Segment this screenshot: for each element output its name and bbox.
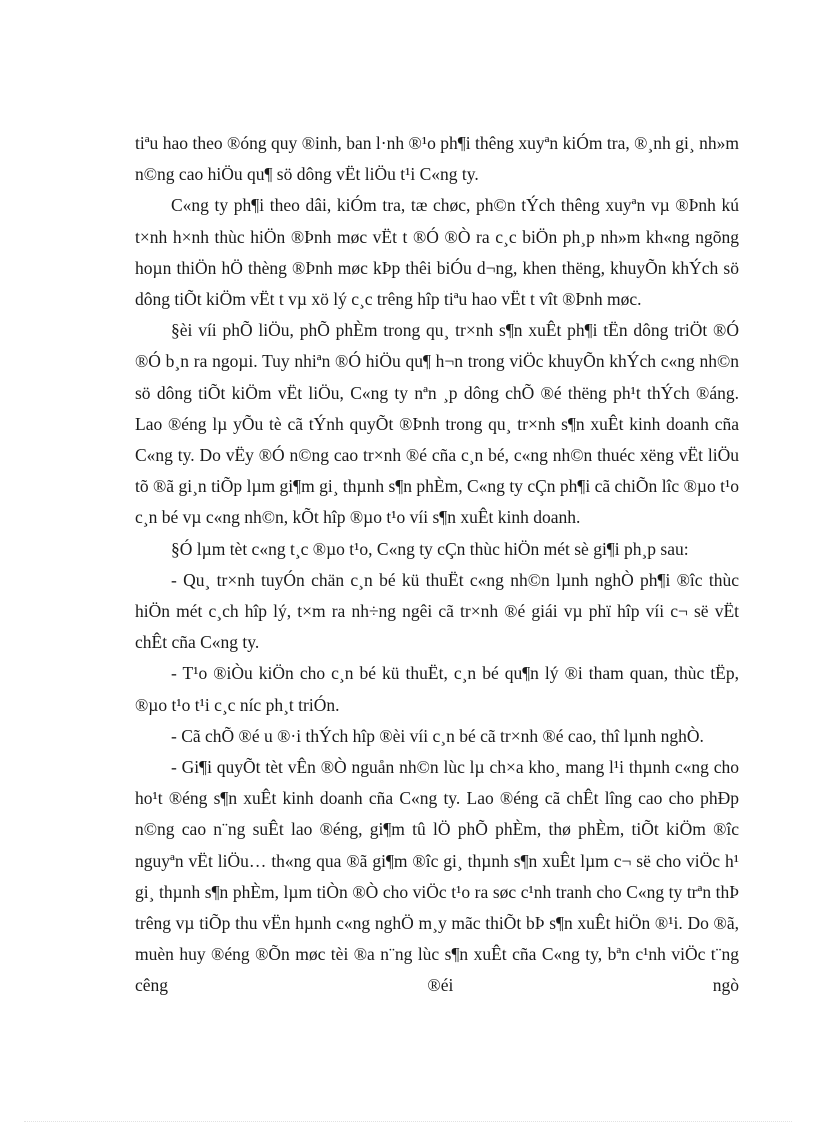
document-body [135,128,739,1002]
list-item: - T¹o ®iÒu kiÖn cho c¸n bé kü thuËt, c¸n bé qu¶n lý ®i tham quan, thùc tËp, ®µo t¹o t¹i c¸c níc ph¸t triÓn. [135,663,739,715]
list-item: - Qu¸ tr×nh tuyÓn chän c¸n bé kü thuËt c«ng nh©n lµnh nghÒ ph¶i ®îc thùc hiÖn mét c¸ch hîp lý, t×m ra nh÷ng ngêi cã tr×nh ®é giái vµ phï hîp víi c¬ së vËt chÊt cña C«ng ty. [135,569,739,653]
paragraph: §Ó lµm tèt c«ng t¸c ®µo t¹o, C«ng ty cÇn thùc hiÖn mét sè gi¶i ph¸p sau: [171,538,689,559]
list-item: - Gi¶i quyÕt tèt vÊn ®Ò nguån nh©n lùc lµ ch×a kho¸ mang l¹i thµnh c«ng cho ho¹t ®éng s¶n xuÊt kinh doanh cña C«ng ty. Lao ®éng cã chÊt lîng cao cho phÐp n©ng cao n¨ng suÊt lao ®éng, gi¶m tû lÖ phÕ phÈm, thø phÈm, tiÕt kiÖm ®îc nguyªn vËt liÖu… th«ng qua ®ã gi¶m ®îc gi¸ thµnh s¶n xuÊt lµm c¬ së cho viÖc h¹ gi¸ thµnh s¶n phÈm, lµm tiÒn ®Ò cho viÖc t¹o ra søc c¹nh tranh cho C«ng ty trªn thÞ trêng vµ tiÕp thu vËn hµnh c«ng nghÖ m¸y mãc thiÕt bÞ s¶n xuÊt hiÖn ®¹i. Do ®ã, muèn huy ®éng ®Õn møc tèi ®a n¨ng lùc s¶n xuÊt cña C«ng ty, bªn c¹nh viÖc t¨ng cêng ®éi ngò [135,757,739,996]
paragraph: C«ng ty ph¶i theo dâi, kiÓm tra, tæ chøc, ph©n tÝch thêng xuyªn vµ ®Þnh kú t×nh h×nh thùc hiÖn ®Þnh møc vËt t ®Ó ®Ò ra c¸c biÖn ph¸p nh»m kh«ng ngõng hoµn thiÖn hÖ thèng ®Þnh møc kÞp thêi biÓu d¬ng, khen thëng, khuyÕn khÝch sö dông tiÕt kiÖm vËt t vµ xö lý c¸c trêng hîp tiªu hao vËt t vît ®Þnh møc. [135,195,739,310]
paragraph: tiªu hao theo ®óng quy ®inh, ban l·nh ®¹o ph¶i thêng xuyªn kiÓm tra, ®¸nh gi¸ nh»m n©ng cao hiÖu qu¶ sö dông vËt liÖu t¹i C«ng ty. [135,133,739,185]
paragraph: §èi víi phÕ liÖu, phÕ phÈm trong qu¸ tr×nh s¶n xuÊt ph¶i tËn dông triÖt ®Ó ®Ó b¸n ra ngoµi. Tuy nhiªn ®Ó hiÖu qu¶ h¬n trong viÖc khuyÕn khÝch c«ng nh©n sö dông tiÕt kiÖm vËt liÖu, C«ng ty nªn ¸p dông chÕ ®é thëng ph¹t thÝch ®áng. Lao ®éng lµ yÕu tè cã tÝnh quyÕt ®Þnh trong qu¸ tr×nh s¶n xuÊt kinh doanh cña C«ng ty. Do vËy ®Ó n©ng cao tr×nh ®é cña c¸n bé, c«ng nh©n thuéc xëng vËt liÖu tõ ®ã gi¸n tiÕp lµm gi¶m gi¸ thµnh s¶n phÈm, C«ng ty cÇn ph¶i cã chiÕn lîc ®µo t¹o c¸n bé vµ c«ng nh©n, kÕt hîp ®µo t¹o víi s¶n xuÊt kinh doanh. [135,320,739,528]
list-item: - Cã chÕ ®é u ®·i thÝch hîp ®èi víi c¸n bé cã tr×nh ®é cao, thî lµnh nghÒ. [171,725,704,746]
page-bottom-rule [24,1121,792,1122]
